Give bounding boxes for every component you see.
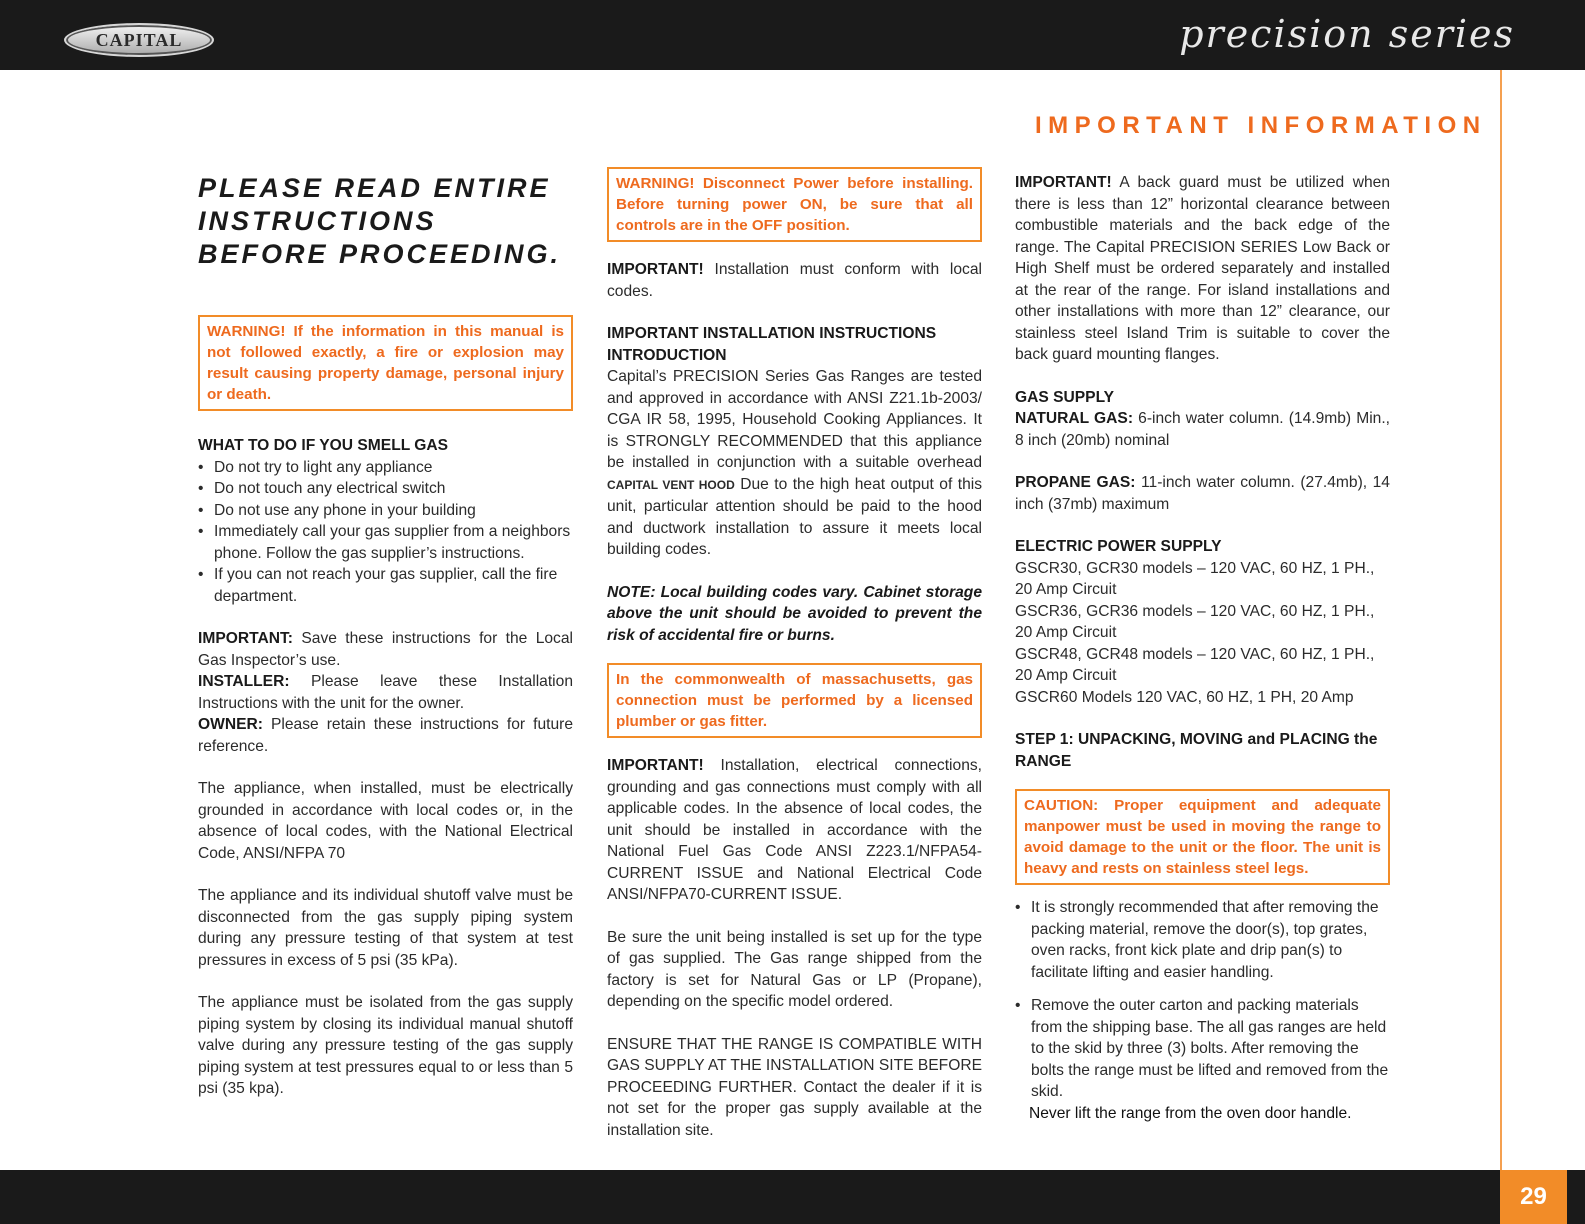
capital-logo bbox=[64, 23, 214, 57]
label: IMPORTANT! bbox=[607, 261, 704, 278]
power-warning-box: WARNING! Disconnect Power before installing. Before turning power ON, be sure that all controls are in the OFF position. bbox=[607, 167, 982, 242]
step1-heading: STEP 1: UNPACKING, MOVING and PLACING the RANGE bbox=[1015, 731, 1378, 770]
back-guard-paragraph bbox=[1015, 172, 1390, 366]
propane-gas-paragraph bbox=[1015, 472, 1390, 515]
heading-line: BEFORE PROCEEDING. bbox=[198, 239, 562, 269]
text: A back guard must be utilized when there is less than 12” horizontal clearance between combustible materials and the back edge of the range. The Capital PRECISION SERIES Low Back or High Shelf must be ordered separately and installed at the rear of the range. For island installations and other installations with more than 12” clearance, our stainless steel Island Trim is suitable to cover the back guard mounting flanges. bbox=[1015, 174, 1390, 363]
introduction-heading: INTRODUCTION bbox=[607, 346, 727, 364]
logo-text: CAPITAL bbox=[95, 29, 183, 50]
smell-gas-list bbox=[198, 457, 573, 608]
vent-hood-name: CAPITAL VENT HOOD bbox=[607, 477, 735, 492]
text: Installation must conform with local codes. bbox=[607, 261, 982, 300]
list-item: • Do not touch any electrical switch bbox=[198, 478, 573, 500]
text: Please retain these instructions for future reference. bbox=[198, 716, 573, 755]
list-item: • Remove the outer carton and packing materials from the shipping base. The all gas ranges are held to the skid by three (3) bolts. After removing the bolts the range must be lifted and removed from the skid. bbox=[1015, 995, 1390, 1103]
label: IMPORTANT! bbox=[1015, 174, 1112, 191]
electric-line: GSCR36, GCR36 models – 120 VAC, 60 HZ, 1 PH., 20 Amp Circuit bbox=[1015, 602, 1375, 641]
electric-line: GSCR60 Models 120 VAC, 60 HZ, 1 PH, 20 Amp bbox=[1015, 688, 1354, 706]
list-item: • It is strongly recommended that after removing the packing material, remove the door(s), top grates, oven racks, front kick plate and drip pan(s) to facilitate lifting and easier handling. bbox=[1015, 897, 1390, 983]
text: Due to the high heat output of this unit, particular attention should be paid to the hood and ductwork installation to assure it meets local building codes. bbox=[607, 475, 983, 558]
electric-line: GSCR48, GCR48 models – 120 VAC, 60 HZ, 1 PH., 20 Amp Circuit bbox=[1015, 645, 1375, 684]
section-title: IMPORTANT INFORMATION bbox=[1035, 112, 1487, 139]
massachusetts-box: In the commonwealth of massachusetts, gas connection must be performed by a licensed plumber or gas fitter. bbox=[607, 663, 982, 738]
smell-gas-heading: WHAT TO DO IF YOU SMELL GAS bbox=[198, 437, 449, 454]
orange-rule bbox=[1500, 70, 1502, 1170]
list-item: • Immediately call your gas supplier from a neighbors phone. Follow the gas supplier’s instructions. bbox=[198, 521, 573, 564]
grounding-paragraph: The appliance, when installed, must be electrically grounded in accordance with local codes or, in the absence of local codes, with the National Electrical Code, ANSI/NFPA 70 bbox=[198, 780, 573, 862]
ensure-paragraph: ENSURE THAT THE RANGE IS COMPATIBLE WITH GAS SUPPLY AT THE INSTALLATION SITE BEFORE PROCEEDING FURTHER. Contact the dealer if it is not set for the proper gas supply available at the installation site. bbox=[607, 1035, 982, 1139]
owner-paragraph bbox=[198, 714, 573, 757]
header-bar bbox=[0, 0, 1585, 70]
text: 6-inch water column. (14.9mb) Min., 8 inch (20mb) nominal bbox=[1015, 410, 1391, 449]
local-codes-paragraph bbox=[607, 259, 982, 302]
shutoff-paragraph: The appliance and its individual shutoff valve must be disconnected from the gas supply piping system during any pressure testing of that system at test pressures in excess of 5 psi (35 kPa). bbox=[198, 887, 573, 969]
label: NATURAL GAS: bbox=[1015, 410, 1134, 427]
text: Capital’s PRECISION Series Gas Ranges are tested and approved in accordance with ANSI Z21.1b-2003/ CGA IR 58, 1995, Household Cooking Appliances. It is STRONGLY RECOMMENDED that this appliance be installed in conjunction with a suitable overhead bbox=[607, 368, 982, 471]
label: IMPORTANT! bbox=[607, 757, 704, 774]
isolation-paragraph: The appliance must be isolated from the gas supply piping system by closing its individual manual shutoff valve during any pressure testing of the gas supply piping system at test pressures equal to or less than 5 psi (35 kpa). bbox=[198, 994, 573, 1097]
list-item: • Do not try to light any appliance bbox=[198, 457, 573, 479]
heading-line: INSTRUCTIONS bbox=[198, 206, 437, 236]
introduction-paragraph bbox=[607, 366, 982, 561]
list-item: • Do not use any phone in your building bbox=[198, 500, 573, 522]
text: Please leave these Installation Instructions with the unit for the owner. bbox=[198, 673, 573, 712]
unpacking-list bbox=[1015, 897, 1390, 1103]
page-number: 29 bbox=[1500, 1170, 1567, 1224]
label: PROPANE GAS: bbox=[1015, 474, 1136, 491]
column-2 bbox=[607, 167, 982, 1141]
installer-paragraph bbox=[198, 671, 573, 714]
heading-line: PLEASE READ ENTIRE bbox=[198, 173, 551, 203]
gas-type-paragraph: Be sure the unit being installed is set up for the type of gas supplied. The Gas range shipped from the factory is set for Natural Gas or LP (Propane), depending on the specific model ordered. bbox=[607, 928, 982, 1010]
label: IMPORTANT: bbox=[198, 630, 293, 647]
footer-bar bbox=[0, 1170, 1585, 1224]
text: Save these instructions for the Local Gas Inspector’s use. bbox=[198, 630, 573, 669]
column-3 bbox=[1015, 172, 1390, 1124]
storage-note: NOTE: Local building codes vary. Cabinet storage above the unit should be avoided to prevent the risk of accidental fire or burns. bbox=[607, 583, 982, 644]
list-item: • If you can not reach your gas supplier, call the fire department. bbox=[198, 564, 573, 607]
label: OWNER: bbox=[198, 716, 263, 733]
series-title: precision series bbox=[1179, 12, 1515, 56]
caution-box: CAUTION: Proper equipment and adequate manpower must be used in moving the range to avoid damage to the unit or the floor. The unit is heavy and rests on stainless steel legs. bbox=[1015, 789, 1390, 885]
gas-supply-heading: GAS SUPPLY bbox=[1015, 388, 1115, 406]
never-lift-note: Never lift the range from the oven door handle. bbox=[1029, 1104, 1352, 1122]
electric-supply-heading: ELECTRIC POWER SUPPLY bbox=[1015, 538, 1222, 555]
electric-line: GSCR30, GCR30 models – 120 VAC, 60 HZ, 1 PH., 20 Amp Circuit bbox=[1015, 559, 1375, 598]
fire-warning-box: WARNING! If the information in this manual is not followed exactly, a fire or explosion may result causing property damage, personal injury or death. bbox=[198, 315, 573, 411]
text: 11-inch water column. (27.4mb), 14 inch (37mb) maximum bbox=[1015, 474, 1390, 513]
label: INSTALLER: bbox=[198, 673, 290, 690]
column-1 bbox=[198, 172, 573, 1100]
read-instructions-heading bbox=[198, 172, 573, 271]
compliance-paragraph bbox=[607, 755, 982, 906]
important-paragraph bbox=[198, 628, 573, 671]
natural-gas-paragraph bbox=[1015, 408, 1390, 451]
text: Installation, electrical connections, grounding and gas connections must comply with all applicable codes. In the absence of local codes, the unit should be installed in accordance with the National Fuel Gas Code ANSI Z223.1/NFPA54-CURRENT ISSUE and National Electrical Code ANSI/NFPA70-CURRENT ISSUE. bbox=[607, 757, 982, 903]
installation-instructions-heading: IMPORTANT INSTALLATION INSTRUCTIONS bbox=[607, 325, 937, 342]
